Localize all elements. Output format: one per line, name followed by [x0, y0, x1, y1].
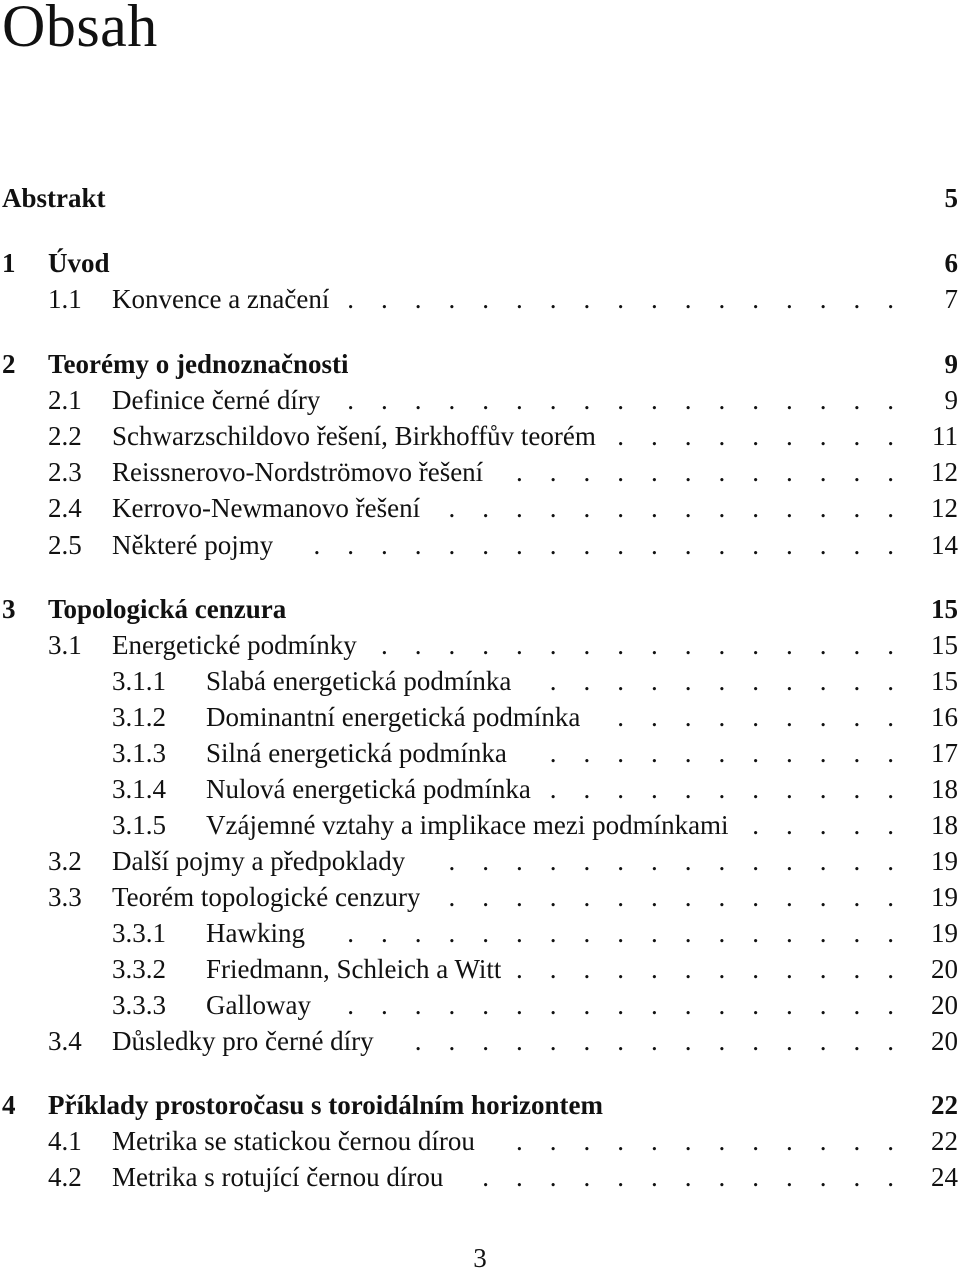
toc-entry-number: 2.4 [48, 493, 82, 523]
toc-section[interactable] [0, 843, 960, 879]
toc-entry-label: Topologická cenzura [48, 594, 287, 624]
toc-entry-label: Kerrovo-Newmanovo řešení [112, 493, 421, 523]
toc-entry-page: 14 [931, 530, 958, 560]
toc-entry-label: Galloway [206, 990, 311, 1020]
toc-entry-number: 3.1.2 [112, 702, 166, 732]
toc-entry-label: Další pojmy a předpoklady [112, 846, 406, 876]
toc-entry-label: Důsledky pro černé díry [112, 1026, 374, 1056]
dot-leader: . . . . . . . . . . . . . . . . . [347, 284, 894, 314]
toc-entry-label: Slabá energetická podmínka [206, 666, 512, 696]
toc-entry-number: 3.3.2 [112, 954, 166, 984]
toc-entry-number: 2 [2, 349, 16, 379]
dot-leader: . . . . . . . . . . . . . . . . [381, 630, 894, 660]
toc-entry-number: 4.1 [48, 1126, 82, 1156]
dot-leader: . . . . . . . . . [617, 702, 894, 732]
toc-entry-page: 15 [931, 630, 958, 660]
page-title: Obsah [2, 0, 158, 59]
toc-section[interactable] [0, 418, 960, 454]
toc-entry-page: 15 [931, 666, 958, 696]
toc-entry-number: 3.1.3 [112, 738, 166, 768]
toc-entry-number: 2.1 [48, 385, 82, 415]
dot-leader: . . . . . . . . . . . . . . . [414, 1026, 894, 1056]
dot-leader: . . . . . . . . . . . . [516, 457, 894, 487]
toc-entry-number: 1.1 [48, 284, 82, 314]
toc-section[interactable] [0, 490, 960, 526]
toc-entry-number: 3.1.4 [112, 774, 166, 804]
toc-chapter[interactable] [0, 245, 960, 281]
toc-entry-page: 9 [944, 385, 958, 415]
toc-entry-page: 6 [944, 248, 958, 278]
toc-section[interactable] [0, 527, 960, 563]
dot-leader: . . . . . . . . . . . [549, 774, 894, 804]
toc-section[interactable] [0, 879, 960, 915]
toc-entry-label: Metrika s rotující černou dírou [112, 1162, 444, 1192]
toc-entry-page: 18 [931, 810, 958, 840]
dot-leader: . . . . . . . . . . . . . . [448, 493, 894, 523]
toc-entry-label: Úvod [48, 248, 110, 278]
toc-chapter[interactable] [0, 1087, 960, 1123]
toc-chapter[interactable] [0, 591, 960, 627]
toc-entry-page: 20 [931, 1026, 958, 1056]
dot-leader: . . . . . . . . . . . . . . . . . [347, 918, 894, 948]
toc-entry-page: 20 [931, 990, 958, 1020]
toc-entry-label: Dominantní energetická podmínka [206, 702, 581, 732]
dot-leader: . . . . . . . . . . . . . . . . . . [313, 530, 894, 560]
dot-leader: . . . . . . . . . . . . . . . . . [347, 990, 894, 1020]
dot-leader: . . . . . . . . . . . . . . [448, 846, 894, 876]
toc-entry-page: 11 [932, 421, 958, 451]
toc-entry-number: 3 [2, 594, 16, 624]
toc-entry-number: 1 [2, 248, 16, 278]
dot-leader: . . . . . . . . . . . . . . . . . [347, 385, 894, 415]
toc-section[interactable] [0, 1023, 960, 1059]
toc-entry-page: 19 [931, 846, 958, 876]
toc-entry-label: Abstrakt [2, 183, 106, 213]
toc-subsection[interactable] [0, 735, 960, 771]
toc-entry-label: Energetické podmínky [112, 630, 357, 660]
dot-leader: . . . . . [752, 810, 894, 840]
toc-entry-page: 24 [931, 1162, 958, 1192]
toc-entry-number: 3.2 [48, 846, 82, 876]
toc-entry-number: 3.3 [48, 882, 82, 912]
toc-section[interactable] [0, 281, 960, 317]
toc-subsection[interactable] [0, 987, 960, 1023]
toc-entry-label: Nulová energetická podmínka [206, 774, 531, 804]
toc-entry-label: Friedmann, Schleich a Witt [206, 954, 502, 984]
dot-leader: . . . . . . . . . . . . [516, 1126, 894, 1156]
toc-entry-label: Schwarzschildovo řešení, Birkhoffův teorém [112, 421, 596, 451]
toc-entry-number: 3.1.5 [112, 810, 166, 840]
toc-entry-page: 22 [931, 1126, 958, 1156]
toc-section[interactable] [0, 454, 960, 490]
toc-entry-label: Teorém topologické cenzury [112, 882, 421, 912]
toc-entry-number: 3.4 [48, 1026, 82, 1056]
toc-entry-page: 19 [931, 918, 958, 948]
toc-entry-label: Vzájemné vztahy a implikace mezi podmínkami [206, 810, 729, 840]
toc-entry-page: 7 [944, 284, 958, 314]
toc-entry-page: 15 [931, 594, 958, 624]
toc-entry-number: 3.3.1 [112, 918, 166, 948]
toc-section[interactable] [0, 627, 960, 663]
dot-leader: . . . . . . . . . . . . . . [448, 882, 894, 912]
dot-leader: . . . . . . . . . [617, 421, 894, 451]
dot-leader: . . . . . . . . . . . . [516, 954, 894, 984]
toc-entry-label: Hawking [206, 918, 305, 948]
toc-entry-label: Teorémy o jednoznačnosti [48, 349, 349, 379]
toc-chapter[interactable] [0, 180, 960, 216]
toc-entry-page: 9 [944, 349, 958, 379]
toc-entry-label: Konvence a značení [112, 284, 330, 314]
toc-entry-number: 3.1 [48, 630, 82, 660]
toc-entry-page: 12 [931, 457, 958, 487]
toc-subsection[interactable] [0, 699, 960, 735]
toc-entry-page: 18 [931, 774, 958, 804]
toc-entry-label: Reissnerovo-Nordströmovo řešení [112, 457, 484, 487]
toc-entry-number: 2.3 [48, 457, 82, 487]
toc-entry-page: 19 [931, 882, 958, 912]
toc-entry-number: 3.1.1 [112, 666, 166, 696]
toc-entry-label: Definice černé díry [112, 385, 321, 415]
toc-entry-label: Metrika se statickou černou dírou [112, 1126, 475, 1156]
toc-entry-label: Některé pojmy [112, 530, 274, 560]
toc-section[interactable] [0, 382, 960, 418]
dot-leader: . . . . . . . . . . . . . [482, 1162, 894, 1192]
toc-section[interactable] [0, 1159, 960, 1195]
toc-entry-page: 12 [931, 493, 958, 523]
toc-subsection[interactable] [0, 915, 960, 951]
dot-leader: . . . . . . . . . . . [549, 666, 894, 696]
toc-entry-number: 4 [2, 1090, 16, 1120]
toc-entry-page: 5 [944, 183, 958, 213]
toc-subsection[interactable] [0, 951, 960, 987]
toc-entry-number: 4.2 [48, 1162, 82, 1192]
toc-entry-number: 3.3.3 [112, 990, 166, 1020]
toc-entry-label: Silná energetická podmínka [206, 738, 507, 768]
toc-entry-number: 2.5 [48, 530, 82, 560]
toc-entry-page: 16 [931, 702, 958, 732]
toc-entry-page: 22 [931, 1090, 958, 1120]
toc-entry-page: 20 [931, 954, 958, 984]
toc-subsection[interactable] [0, 807, 960, 843]
toc-entry-label: Příklady prostoročasu s toroidálním horizontem [48, 1090, 604, 1120]
toc-subsection[interactable] [0, 663, 960, 699]
toc-section[interactable] [0, 1123, 960, 1159]
toc-entry-page: 17 [931, 738, 958, 768]
toc-chapter[interactable] [0, 346, 960, 382]
dot-leader: . . . . . . . . . . . [549, 738, 894, 768]
toc-subsection[interactable] [0, 771, 960, 807]
toc-entry-number: 2.2 [48, 421, 82, 451]
page-number: 3 [473, 1243, 487, 1273]
